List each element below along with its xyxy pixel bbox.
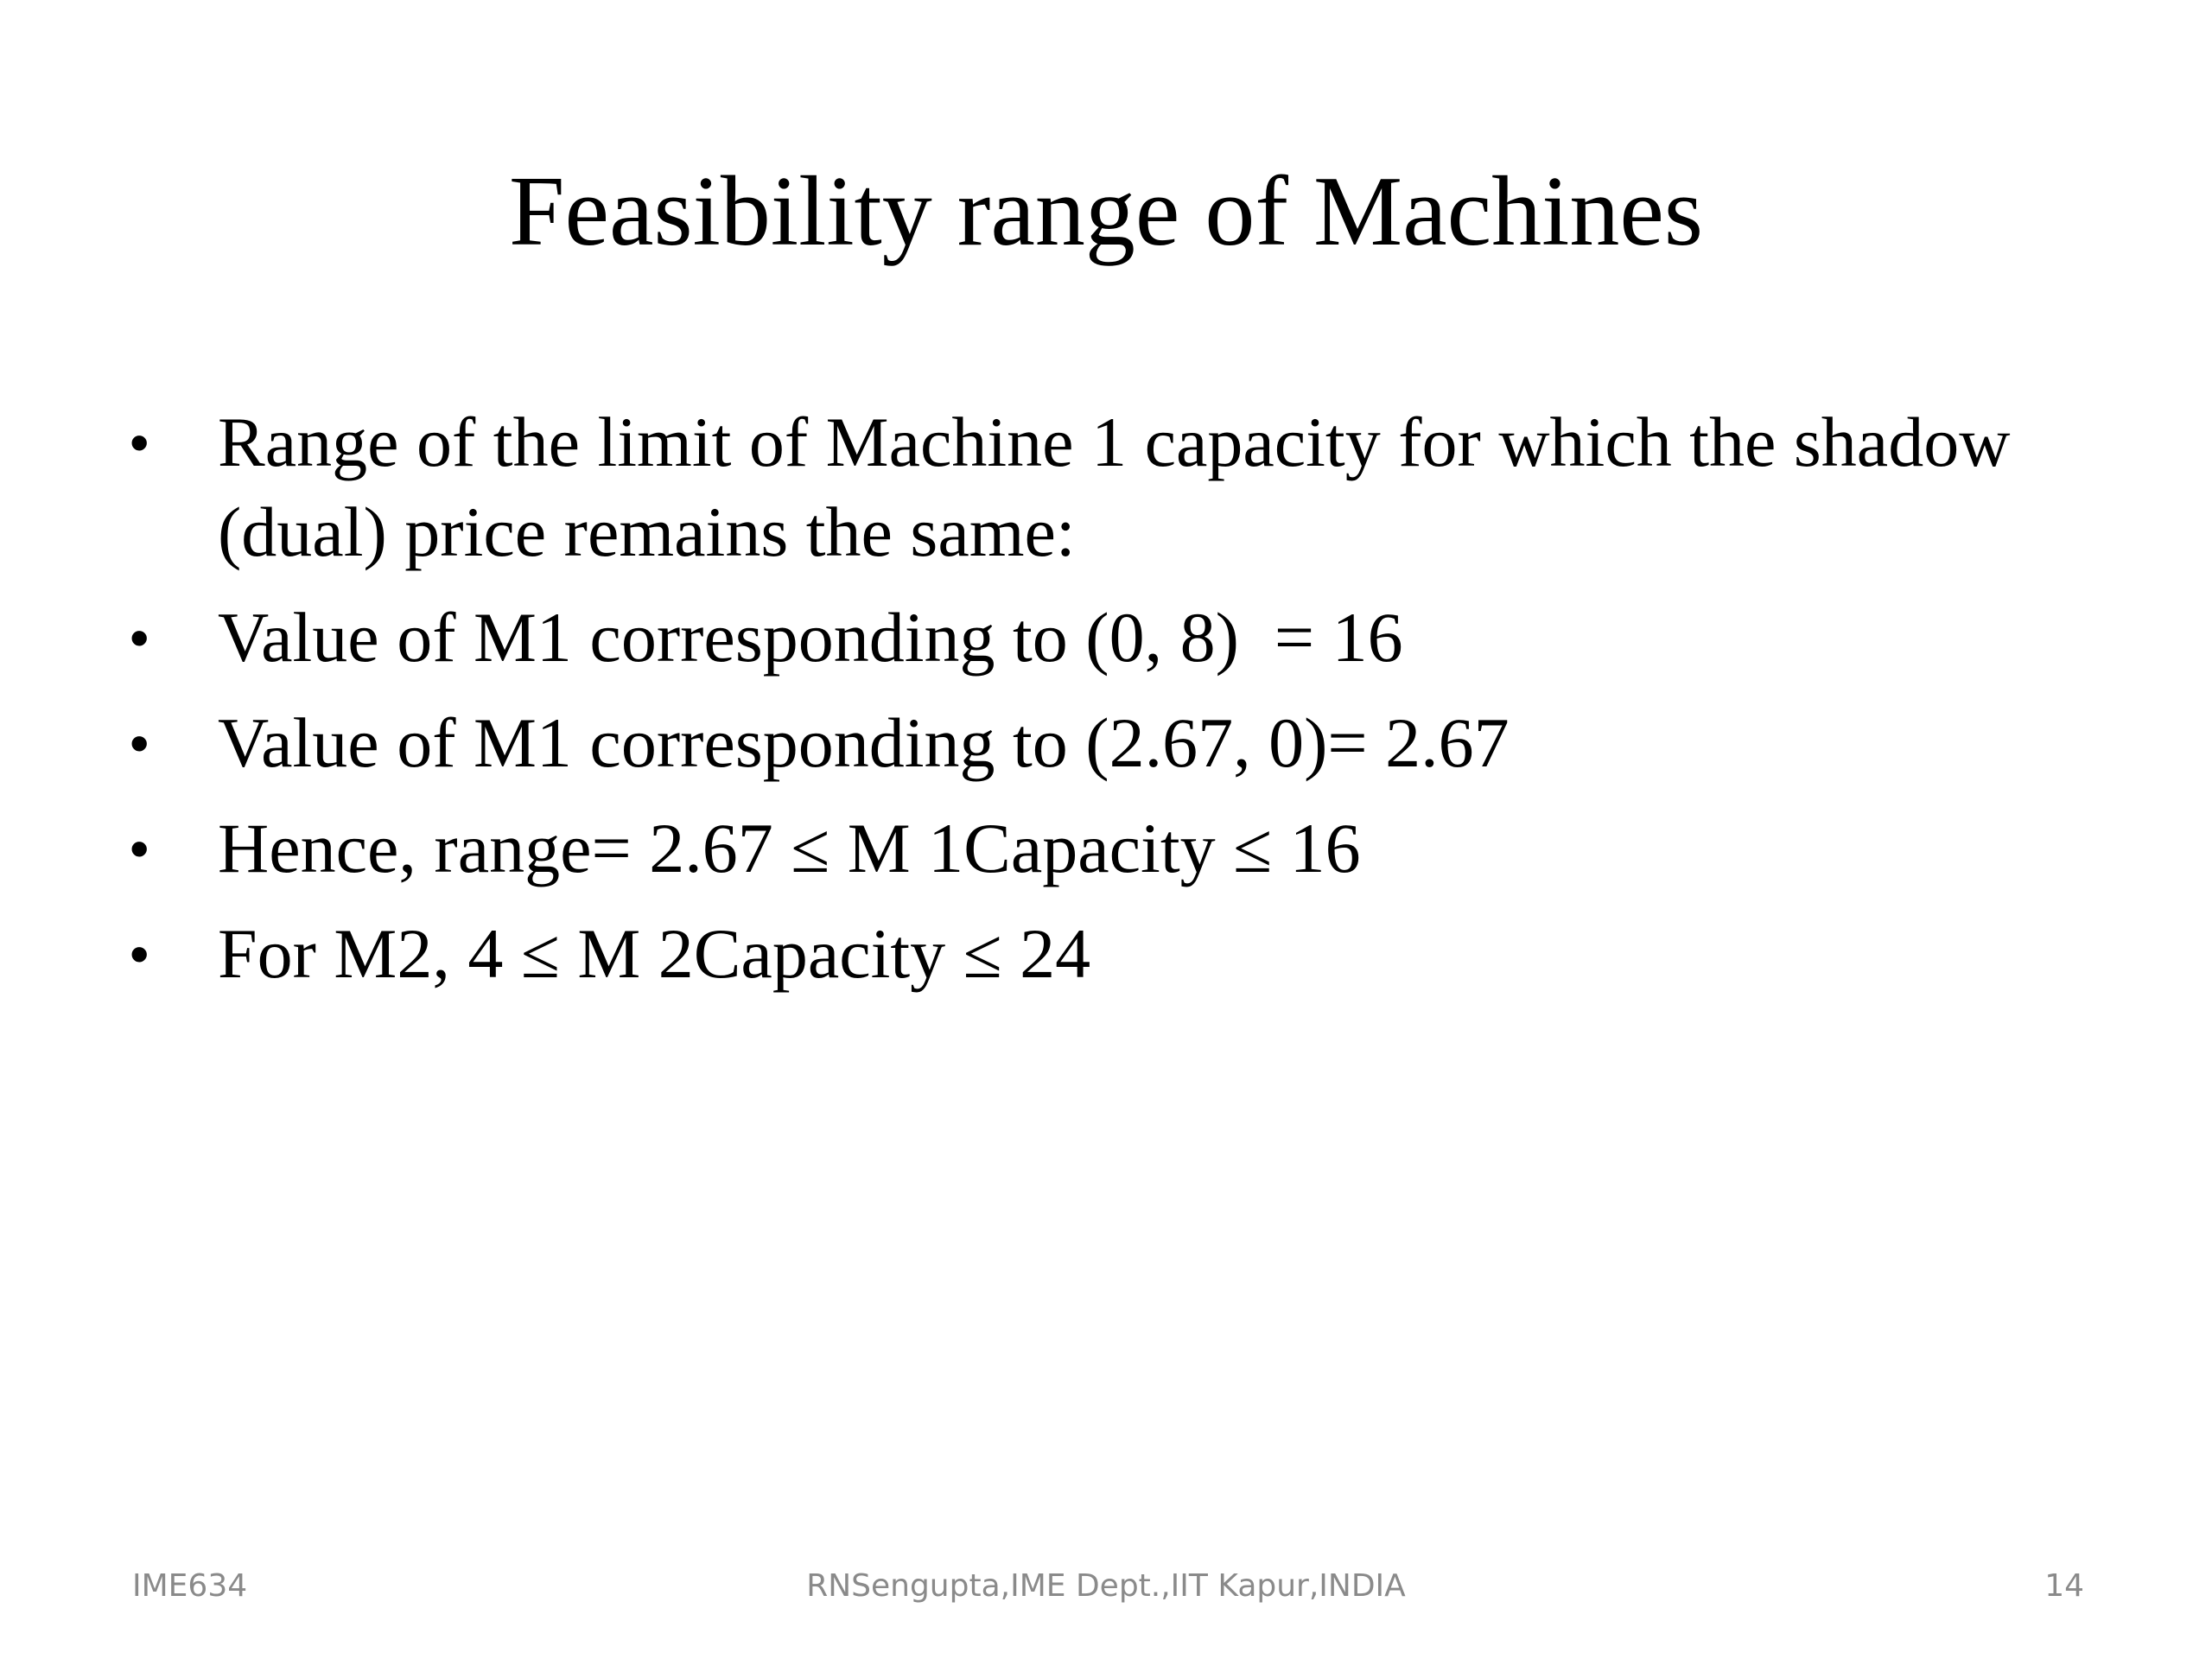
footer-course-code: IME634 bbox=[132, 1568, 248, 1604]
bullet-dot-icon: • bbox=[130, 923, 149, 985]
slide-title: Feasibility range of Machines bbox=[509, 156, 1703, 267]
bullet-text: Value of M1 corresponding to (2.67, 0)= 2.67 bbox=[218, 703, 1510, 782]
bullet-item bbox=[130, 909, 2117, 999]
bullet-text: Value of M1 corresponding to (0, 8) = 16 bbox=[218, 598, 1403, 677]
bullet-text: Hence, range= 2.67 ≤ M 1Capacity ≤ 16 bbox=[218, 809, 1361, 887]
footer-page-number: 14 bbox=[2044, 1568, 2084, 1604]
bullet-item bbox=[130, 593, 2117, 683]
bullet-item bbox=[130, 397, 2117, 577]
bullet-dot-icon: • bbox=[130, 411, 149, 474]
bullet-list bbox=[130, 397, 2117, 1014]
bullet-item bbox=[130, 804, 2117, 893]
bullet-item bbox=[130, 698, 2117, 788]
bullet-dot-icon: • bbox=[130, 607, 149, 669]
bullet-text: For M2, 4 ≤ M 2Capacity ≤ 24 bbox=[218, 914, 1091, 993]
bullet-text: Range of the limit of Machine 1 capacity for which the shadow (dual) price remains the same: bbox=[218, 403, 2011, 571]
footer-author: RNSengupta,IME Dept.,IIT Kapur,INDIA bbox=[806, 1568, 1406, 1604]
bullet-dot-icon: • bbox=[130, 817, 149, 880]
bullet-dot-icon: • bbox=[130, 712, 149, 774]
